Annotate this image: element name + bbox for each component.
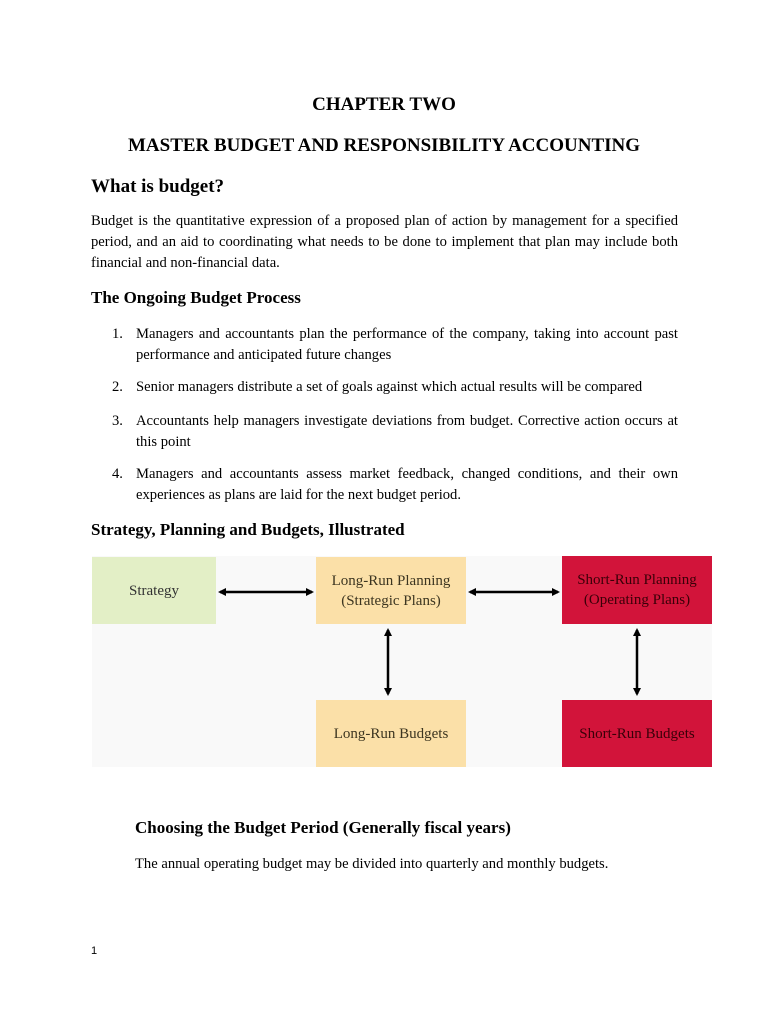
list-item <box>112 324 678 365</box>
list-item-text: Managers and accountants assess market feedback, changed conditions, and their own experiences as plans are laid for the next budget period. <box>136 466 678 503</box>
strategy-planning-diagram <box>92 556 712 767</box>
long-run-budgets-label: Long-Run Budgets <box>333 725 449 742</box>
short-run-planning-box <box>562 556 712 624</box>
budget-period-heading: Choosing the Budget Period (Generally fiscal years) <box>135 818 511 837</box>
chapter-title: CHAPTER TWO <box>312 94 456 115</box>
list-item-number: 4. <box>112 466 123 482</box>
page-number: 1 <box>91 945 98 957</box>
diagram-heading: Strategy, Planning and Budgets, Illustrated <box>91 520 405 539</box>
short-run-planning-label: Short-Run Planning <box>577 572 697 588</box>
list-item-number: 2. <box>112 379 123 395</box>
strategic-plans-label: (Strategic Plans) <box>341 592 441 609</box>
list-item-text: Senior managers distribute a set of goals against which actual results will be compared <box>136 379 643 395</box>
strategy-box <box>92 557 216 624</box>
budget-process-heading: The Ongoing Budget Process <box>91 288 301 307</box>
list-item-number: 1. <box>112 326 123 342</box>
long-run-planning-label: Long-Run Planning <box>331 572 451 589</box>
long-run-planning-box <box>316 557 466 624</box>
list-item-text: Accountants help managers investigate deviations from budget. Corrective action occurs at this point <box>136 413 678 450</box>
long-run-budgets-box <box>316 700 466 767</box>
budget-definition-paragraph: Budget is the quantitative expression of a proposed plan of action by management for a specified period, and an aid to coordinating what needs to be done to implement that plan may include both financial and non-financial data. <box>91 213 678 271</box>
document-title: MASTER BUDGET AND RESPONSIBILITY ACCOUNTING <box>127 135 641 156</box>
list-item-text: Managers and accountants plan the performance of the company, taking into account past performance and anticipated future changes <box>136 326 678 363</box>
strategy-label: Strategy <box>129 582 179 599</box>
short-run-budgets-label: Short-Run Budgets <box>579 725 695 742</box>
short-run-budgets-box <box>562 700 712 767</box>
list-item-number: 3. <box>112 413 123 429</box>
operating-plans-label: (Operating Plans) <box>583 592 691 608</box>
list-item <box>112 411 678 452</box>
list-item <box>112 377 678 398</box>
list-item <box>112 464 678 505</box>
what-is-budget-heading: What is budget? <box>91 176 225 197</box>
budget-period-paragraph: The annual operating budget may be divided into quarterly and monthly budgets. <box>135 856 609 872</box>
